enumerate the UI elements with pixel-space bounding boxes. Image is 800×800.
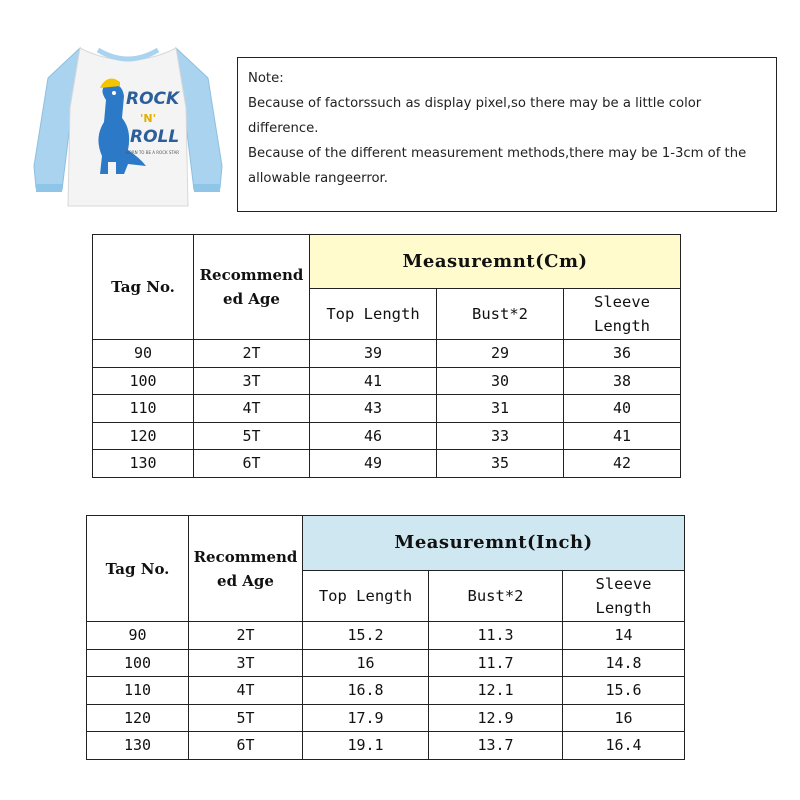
cell-bust: 11.3 bbox=[429, 622, 563, 650]
table-row bbox=[93, 422, 681, 450]
cell-sleeve: 40 bbox=[564, 395, 681, 423]
cell-age: 5T bbox=[189, 704, 303, 732]
col-top-length: Top Length bbox=[303, 571, 429, 622]
cell-bust: 12.1 bbox=[429, 677, 563, 705]
col-bust: Bust*2 bbox=[429, 571, 563, 622]
print-text-1: ROCK bbox=[126, 89, 180, 109]
print-small: BORN TO BE A ROCK STAR bbox=[126, 150, 180, 155]
cell-sleeve: 42 bbox=[564, 450, 681, 478]
age-header: Recommend ed Age bbox=[194, 235, 310, 340]
cell-age: 5T bbox=[194, 422, 310, 450]
table-row bbox=[93, 395, 681, 423]
cell-tag: 90 bbox=[93, 340, 194, 368]
cell-top: 49 bbox=[310, 450, 437, 478]
cell-age: 4T bbox=[189, 677, 303, 705]
cell-tag: 110 bbox=[93, 395, 194, 423]
cell-sleeve: 15.6 bbox=[563, 677, 685, 705]
note-box bbox=[237, 57, 777, 212]
table-row bbox=[87, 649, 685, 677]
cell-tag: 130 bbox=[87, 732, 189, 760]
note-line-2: Because of the different measurement methods,there may be 1-3cm of the allowable rangeerror. bbox=[248, 146, 747, 186]
cell-top: 16.8 bbox=[303, 677, 429, 705]
table-row bbox=[93, 450, 681, 478]
cell-top: 15.2 bbox=[303, 622, 429, 650]
cell-bust: 35 bbox=[437, 450, 564, 478]
cell-top: 43 bbox=[310, 395, 437, 423]
cell-tag: 100 bbox=[93, 367, 194, 395]
print-text-2: 'N' bbox=[140, 112, 156, 125]
cell-top: 17.9 bbox=[303, 704, 429, 732]
table-row bbox=[87, 704, 685, 732]
cell-sleeve: 14.8 bbox=[563, 649, 685, 677]
col-sleeve-length: Sleeve Length bbox=[563, 571, 685, 622]
table-row bbox=[93, 340, 681, 368]
cell-top: 39 bbox=[310, 340, 437, 368]
size-table-cm bbox=[92, 234, 681, 478]
product-image bbox=[28, 38, 228, 213]
table-row bbox=[87, 677, 685, 705]
cell-top: 19.1 bbox=[303, 732, 429, 760]
unit-header: Measuremnt(Inch) bbox=[303, 516, 685, 571]
cell-age: 4T bbox=[194, 395, 310, 423]
col-sleeve-length: Sleeve Length bbox=[564, 289, 681, 340]
cell-tag: 120 bbox=[93, 422, 194, 450]
cell-bust: 12.9 bbox=[429, 704, 563, 732]
cell-tag: 110 bbox=[87, 677, 189, 705]
tag-header: Tag No. bbox=[87, 516, 189, 622]
age-header: Recommend ed Age bbox=[189, 516, 303, 622]
cell-bust: 29 bbox=[437, 340, 564, 368]
cell-sleeve: 14 bbox=[563, 622, 685, 650]
tshirt-illustration bbox=[28, 38, 228, 213]
size-table-inch bbox=[86, 515, 685, 760]
cell-top: 41 bbox=[310, 367, 437, 395]
cell-tag: 120 bbox=[87, 704, 189, 732]
cell-top: 16 bbox=[303, 649, 429, 677]
cell-age: 3T bbox=[194, 367, 310, 395]
cell-bust: 30 bbox=[437, 367, 564, 395]
col-bust: Bust*2 bbox=[437, 289, 564, 340]
cell-age: 3T bbox=[189, 649, 303, 677]
table-row bbox=[87, 732, 685, 760]
cell-tag: 100 bbox=[87, 649, 189, 677]
tag-header: Tag No. bbox=[93, 235, 194, 340]
cell-sleeve: 36 bbox=[564, 340, 681, 368]
table-row bbox=[87, 622, 685, 650]
cell-age: 2T bbox=[194, 340, 310, 368]
cell-bust: 11.7 bbox=[429, 649, 563, 677]
cell-bust: 31 bbox=[437, 395, 564, 423]
cell-bust: 13.7 bbox=[429, 732, 563, 760]
unit-header: Measuremnt(Cm) bbox=[310, 235, 681, 289]
cell-sleeve: 38 bbox=[564, 367, 681, 395]
cell-top: 46 bbox=[310, 422, 437, 450]
cell-sleeve: 16 bbox=[563, 704, 685, 732]
col-top-length: Top Length bbox=[310, 289, 437, 340]
print-text-3: ROLL bbox=[130, 127, 180, 147]
cell-tag: 130 bbox=[93, 450, 194, 478]
note-title: Note: bbox=[248, 71, 284, 86]
cell-age: 2T bbox=[189, 622, 303, 650]
cell-sleeve: 41 bbox=[564, 422, 681, 450]
cell-age: 6T bbox=[189, 732, 303, 760]
cell-age: 6T bbox=[194, 450, 310, 478]
note-line-1: Because of factorssuch as display pixel,so there may be a little color difference. bbox=[248, 96, 702, 136]
cell-sleeve: 16.4 bbox=[563, 732, 685, 760]
cell-bust: 33 bbox=[437, 422, 564, 450]
table-row bbox=[93, 367, 681, 395]
cell-tag: 90 bbox=[87, 622, 189, 650]
